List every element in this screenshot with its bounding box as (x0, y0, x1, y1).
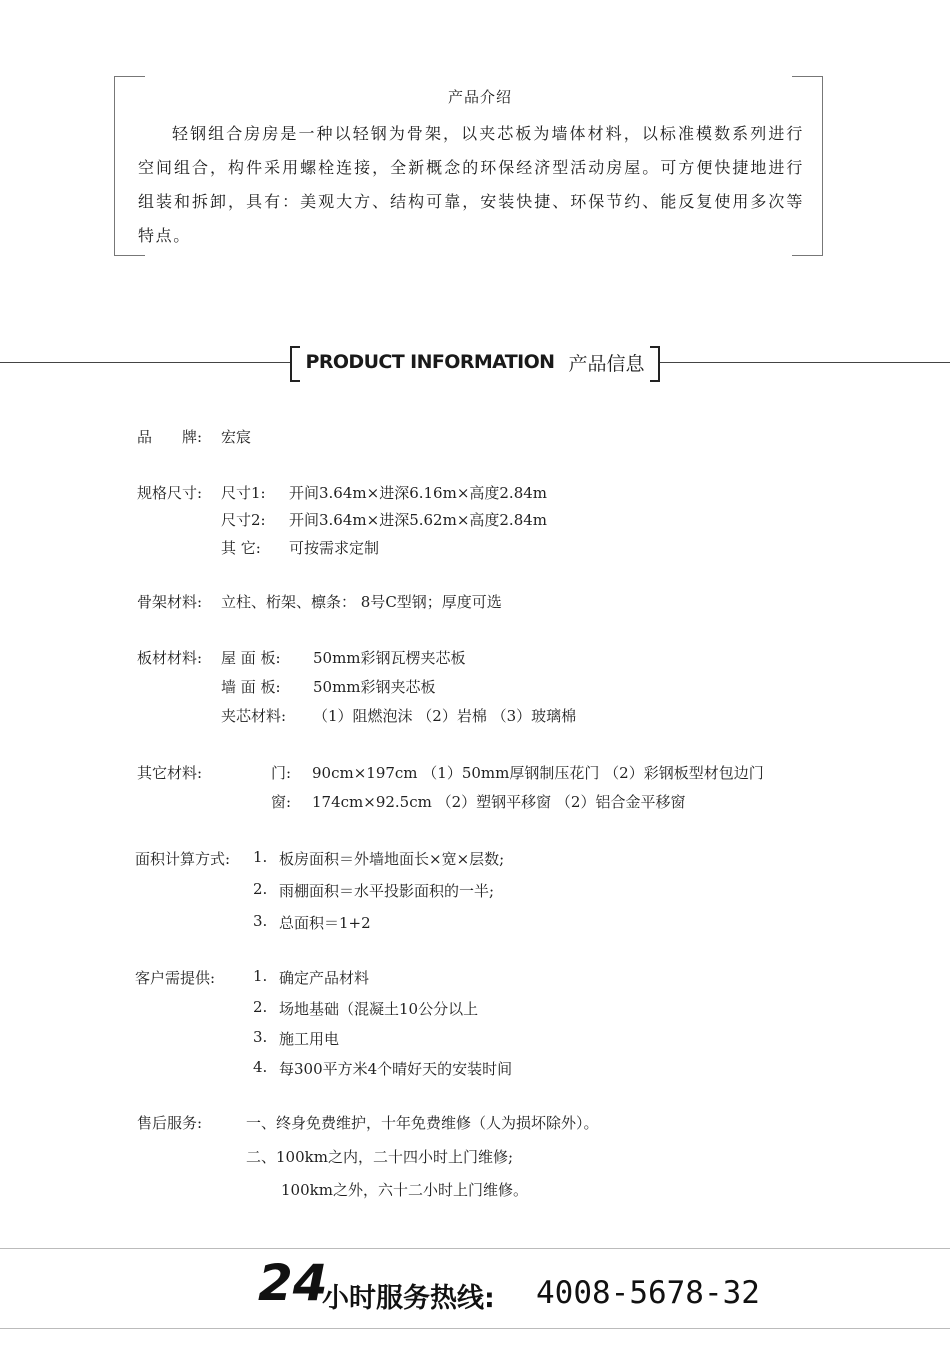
hotline-label: 小时服务热线: (322, 1283, 495, 1314)
spec-row-value: 开间3.64m×进深6.16m×高度2.84m (289, 484, 548, 502)
intro-title: 产品介绍 (447, 88, 512, 106)
customer-item-num: 1. (253, 967, 268, 985)
banner-chinese: 产品信息 (568, 352, 645, 375)
area-item-num: 3. (253, 912, 268, 930)
spec-row-value: 开间3.64m×进深5.62m×高度2.84m (289, 511, 548, 529)
frame-value: 立柱、桁架、檩条： 8号C型钢；厚度可选 (221, 593, 502, 611)
service-line: 一、终身免费维护，十年免费维修（人为损坏除外）。 (246, 1114, 599, 1132)
other-row-value: 174cm×92.5cm （2）塑钢平移窗 （2）铝合金平移窗 (312, 793, 686, 811)
hotline-phone[interactable]: 4008-5678-32 (536, 1275, 760, 1311)
panel-row-label: 屋 面 板: (221, 649, 281, 667)
other-label: 其它材料: (137, 764, 203, 782)
panel-row-label: 夹芯材料: (221, 707, 287, 725)
intro-paragraph: 轻钢组合房房是一种以轻钢为骨架，以夹芯板为墙体材料，以标准模数系列进行空间组合，构件采用螺栓连接，全新概念的环保经济型活动房屋。可方便快捷地进行组装和拆卸，具有：美观大方、结构可靠，安装快捷、环保节约、能反复使用多次等特点。 (138, 124, 804, 245)
hotline-hours: 24 (258, 1254, 328, 1312)
service-line: 二、100km之内，二十四小时上门维修; (246, 1148, 513, 1166)
banner-english: PRODUCT INFORMATION (305, 351, 555, 373)
panel-label: 板材材料: (137, 649, 203, 667)
section-banner (290, 346, 660, 378)
brand-label: 品 牌: (137, 428, 203, 446)
other-row-value: 90cm×197cm （1）50mm厚钢制压花门 （2）彩钢板型材包边门 (312, 764, 764, 782)
panel-row-value: 50mm彩钢夹芯板 (313, 678, 436, 696)
customer-item-num: 3. (253, 1028, 268, 1046)
service-line: 100km之外，六十二小时上门维修。 (281, 1181, 528, 1199)
customer-item-num: 4. (253, 1058, 268, 1076)
customer-item-text: 确定产品材料 (279, 969, 370, 987)
panel-row-value: （1）阻燃泡沫 （2）岩棉 （3）玻璃棉 (313, 707, 577, 725)
footer-divider-top (0, 1248, 950, 1249)
customer-item-text: 施工用电 (279, 1030, 340, 1048)
footer-divider-bottom (0, 1328, 950, 1329)
spec-row-label: 尺寸1: (221, 484, 266, 502)
spec-row-value: 可按需求定制 (289, 539, 380, 557)
spec-label: 规格尺寸: (137, 484, 203, 502)
spec-row-label: 其 它: (221, 539, 261, 557)
other-row-label: 窗: (271, 793, 292, 811)
service-label: 售后服务: (137, 1114, 203, 1132)
brand-value: 宏宸 (221, 428, 252, 446)
customer-label: 客户需提供: (135, 969, 216, 987)
panel-row-value: 50mm彩钢瓦楞夹芯板 (313, 649, 466, 667)
area-item-num: 1. (253, 848, 268, 866)
frame-label: 骨架材料: (137, 593, 203, 611)
area-item-text: 板房面积＝外墙地面长×宽×层数; (279, 850, 505, 868)
area-item-text: 雨棚面积＝水平投影面积的一半; (279, 882, 495, 900)
customer-item-text: 场地基础（混凝土10公分以上 (279, 1000, 479, 1018)
area-label: 面积计算方式: (135, 850, 231, 868)
other-row-label: 门: (271, 764, 292, 782)
panel-row-label: 墙 面 板: (221, 678, 281, 696)
area-item-num: 2. (253, 880, 268, 898)
customer-item-num: 2. (253, 998, 268, 1016)
spec-row-label: 尺寸2: (221, 511, 266, 529)
customer-item-text: 每300平方米4个晴好天的安装时间 (279, 1060, 513, 1078)
area-item-text: 总面积＝1+2 (279, 914, 371, 932)
